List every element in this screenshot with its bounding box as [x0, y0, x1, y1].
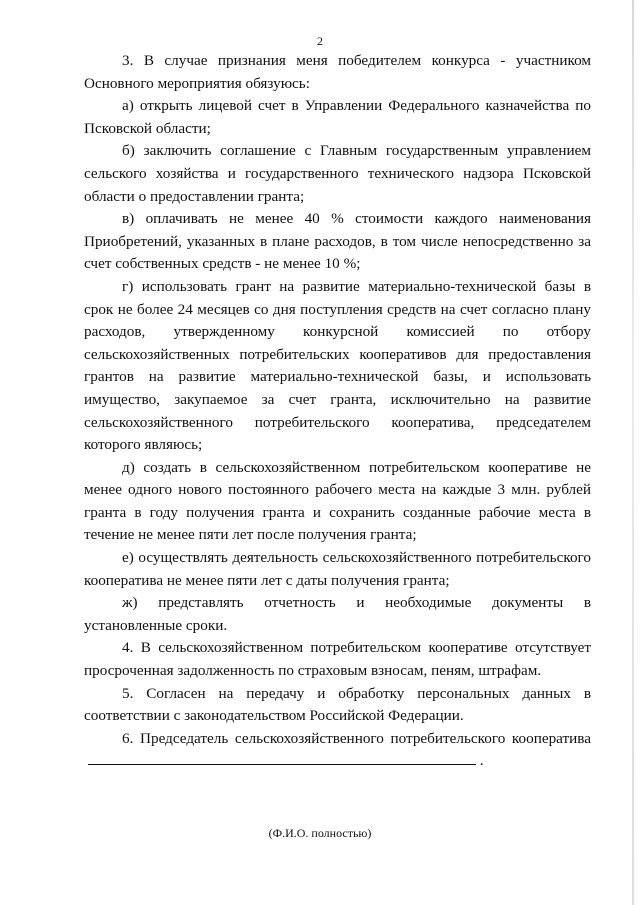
paragraph-3g: ж) представлять отчетность и необходимые документы в установленные сроки.: [84, 594, 591, 634]
paragraph-3b: б) заключить соглашение с Главным государственным управлением сельского хозяйства и государственного технического надзора Псковской области о предоставлении гранта;: [84, 142, 591, 205]
paragraph-3c: в) оплачивать не менее 40 % стоимости каждого наименования Приобретений, указанных в плане расходов, в том числе непосредственно за счет собственных средств - не менее 10 %;: [84, 210, 591, 273]
paragraph-3a: а) открыть лицевой счет в Управлении Федерального казначейства по Псковской области;: [84, 97, 591, 137]
page-number: 2: [317, 34, 323, 48]
fio-caption: (Ф.И.О. полностью): [268, 826, 372, 840]
signature-paragraph: [84, 728, 591, 773]
scan-edge: [632, 0, 634, 905]
signature-blank-line: [88, 750, 476, 765]
paragraph-3d: г) использовать грант на развитие материально-технической базы в срок не более 24 месяцев со дня поступления средств на счет согласно плану расходов, утвержденному конкурсной комиссией по отбору сельскохозяйственных потребительских кооперативов для предоставления грантов на развитие материально-технической базы, и использовать имущество, закупаемое за счет гранта, исключительно на развитие сельскохозяйственного потребительского кооператива, председателем которого являюсь;: [84, 277, 591, 454]
paragraph-3e: д) создать в сельскохозяйственном потребительском кооперативе не менее одного нового постоянного рабочего места на каждые 3 млн. рублей гранта в году получения гранта и сохранить созданные рабочие места в течение не менее пяти лет после получения гранта;: [84, 458, 591, 544]
signature-label: 6. Председатель сельскохозяйственного потребительского кооператива: [122, 729, 591, 747]
signature-end-mark: .: [479, 752, 484, 770]
paragraph-3f: е) осуществлять деятельность сельскохозяйственного потребительского кооператива не менее пяти лет с даты получения гранта;: [84, 549, 591, 589]
paragraph-3: 3. В случае признания меня победителем конкурса - участником Основного мероприятия обязуюсь:: [84, 52, 591, 92]
paragraph-4: 4. В сельскохозяйственном потребительском кооперативе отсутствует просроченная задолженность по страховым взносам, пеням, штрафам.: [84, 639, 591, 680]
paragraph-5: 5. Согласен на передачу и обработку персональных данных в соответствии с законодательством Российской Федерации.: [84, 684, 591, 725]
document-body: [84, 50, 591, 773]
